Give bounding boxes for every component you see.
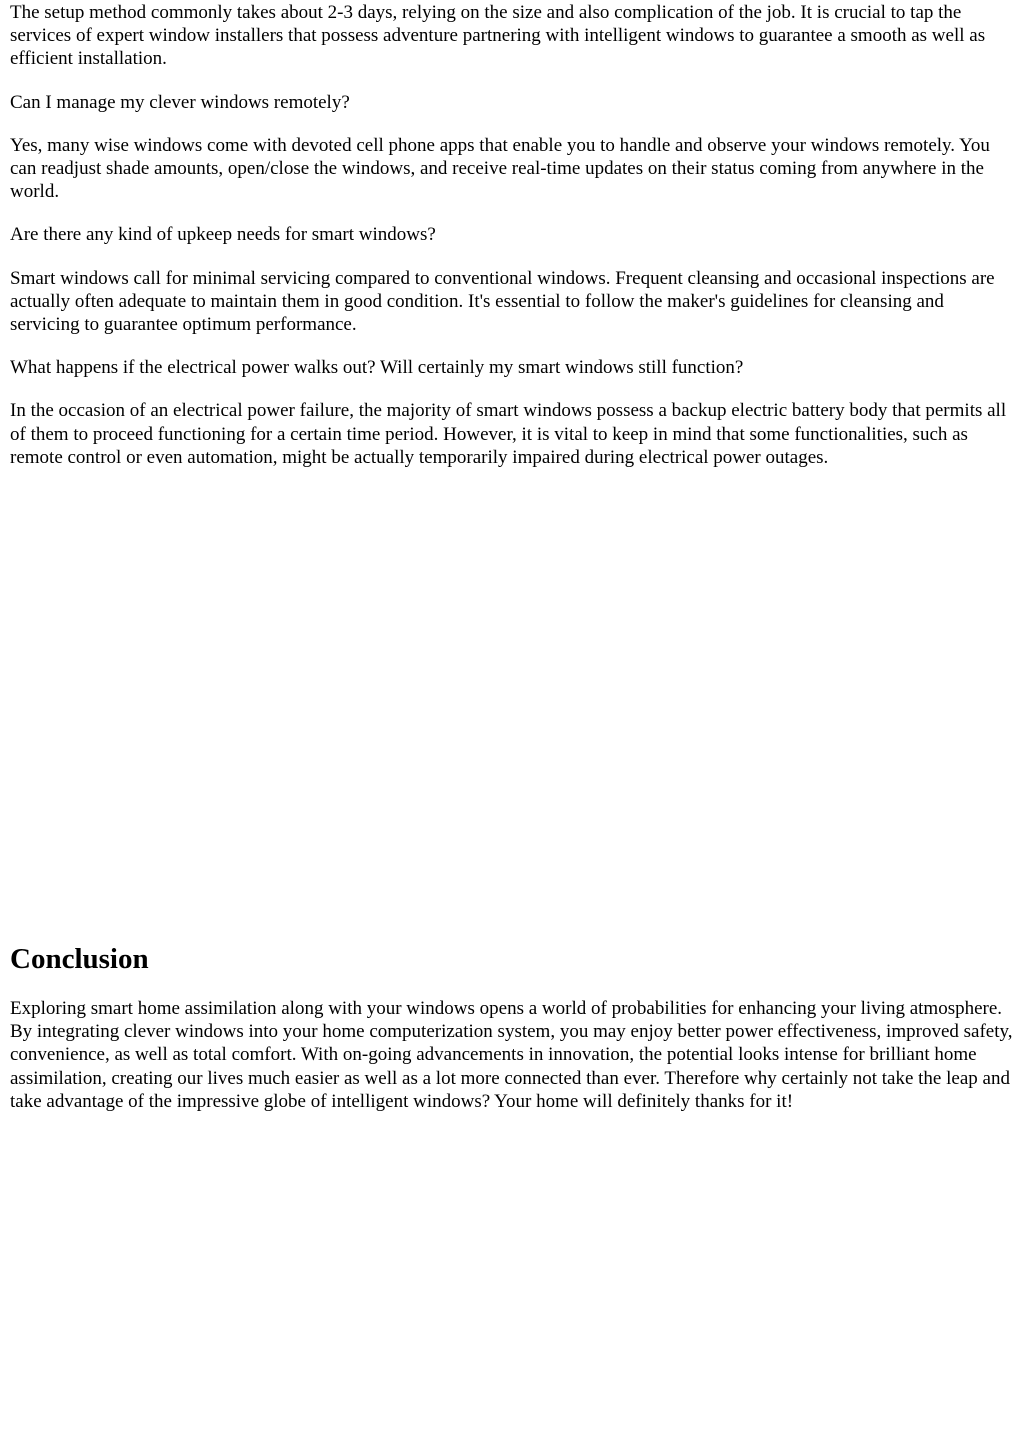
conclusion-heading: Conclusion [10, 943, 149, 976]
faq-question-maintenance: Are there any kind of upkeep needs for smart windows? [10, 224, 436, 246]
conclusion-paragraph: Exploring smart home assimilation along with your windows opens a world of probabilities for enhancing your living atmosphere. By integrating clever windows into your home computerization system, you may enjoy better power effectiveness, improved safety, convenience, as well as total comfort. With on-going advancements in innovation, the potential looks intense for brilliant home assimilation, creating our lives much easier as well as a lot more connected than ever. Therefore why certainly not take the leap and take advantage of the impressive globe of intelligent windows? Your home will definitely thanks for it! [10, 998, 1013, 1112]
faq-question-power-outage: What happens if the electrical power walks out? Will certainly my smart windows still function? [10, 357, 744, 379]
faq-answer-power-outage: In the occasion of an electrical power failure, the majority of smart windows possess a backup electric battery body that permits all of them to proceed functioning for a certain time period. However, it is vital to keep in mind that some functionalities, such as remote control or even automation, might be actually temporarily impaired during electrical power outages. [10, 400, 1007, 468]
faq-answer-remote-control: Yes, many wise windows come with devoted cell phone apps that enable you to handle and observe your windows remotely. You can readjust shade amounts, open/close the windows, and receive real-time updates on their status coming from anywhere in the world. [10, 134, 990, 203]
intro-paragraph: The setup method commonly takes about 2-3 days, relying on the size and also complication of the job. It is crucial to tap the services of expert window installers that possess adventure partnering with intelligent windows to guarantee a smooth as well as efficient installation. [10, 2, 986, 70]
blank-space [10, 469, 1016, 942]
faq-answer-maintenance: Smart windows call for minimal servicing compared to conventional windows. Frequent cleansing and occasional inspections are actually often adequate to maintain them in good condition. It's essential to follow the maker's guidelines for cleansing and servicing to guarantee optimum performance. [10, 267, 995, 336]
article-page [10, 0, 1016, 1113]
faq-question-remote-control: Can I manage my clever windows remotely? [10, 91, 350, 113]
